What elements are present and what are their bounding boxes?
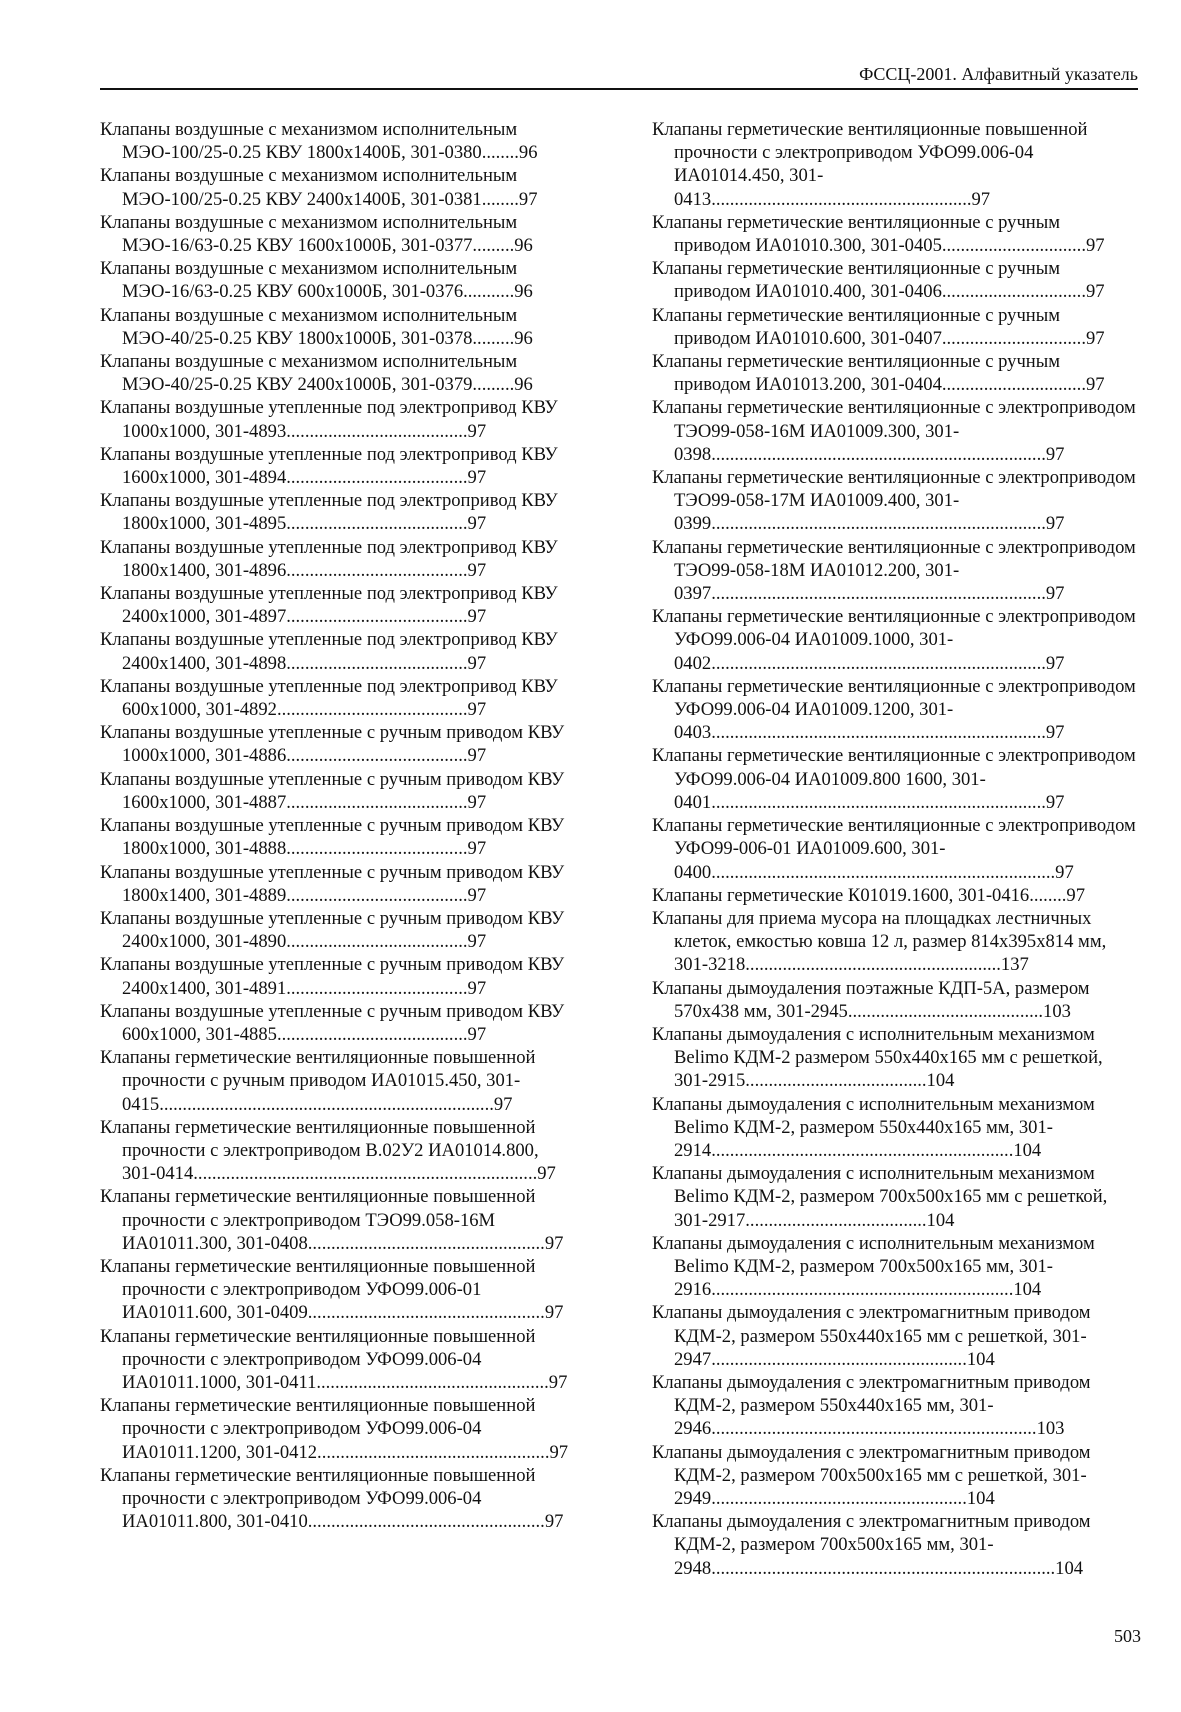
index-column-left xyxy=(100,118,577,1533)
index-entry: Клапаны воздушные с механизмом исполнительным МЭО-40/25-0.25 КВУ 1800х1000Б, 301-0378.........96 xyxy=(100,304,533,349)
index-entry: Клапаны герметические вентиляционные с электроприводом УФО99.006-04 ИА01009.1200, 301-0403........................................................................97 xyxy=(652,675,1136,744)
index-entry: Клапаны герметические вентиляционные повышенной прочности с электроприводом УФО99.006-04 ИА01011.1000, 301-0411..................................................97 xyxy=(100,1325,568,1393)
index-entry: Клапаны воздушные утепленные под электропривод КВУ 1000х1000, 301-4893.......................................97 xyxy=(100,397,558,442)
index-entry: Клапаны воздушные с механизмом исполнительным МЭО-16/63-0.25 КВУ 1600х1000Б, 301-0377.........96 xyxy=(100,211,533,257)
index-entry: Клапаны дымоудаления с исполнительным механизмом Belimo КДМ-2 размером 550х440х165 мм с решеткой, 301-2915.......................................104 xyxy=(652,1023,1103,1092)
page-number: 503 xyxy=(1114,1626,1141,1646)
index-entry: Клапаны воздушные с механизмом исполнительным МЭО-40/25-0.25 КВУ 2400х1000Б, 301-0379.........96 xyxy=(100,351,533,396)
index-entry: Клапаны дымоудаления с исполнительным механизмом Belimo КДМ-2, размером 700х500х165 мм с решеткой, 301-2917.......................................104 xyxy=(652,1163,1108,1231)
index-entry: Клапаны для приема мусора на площадках лестничных клеток, емкостью ковша 12 л, размер 814х395х814 мм, 301-3218.......................................................137 xyxy=(652,907,1107,976)
index-entry: Клапаны герметические вентиляционные повышенной прочности с электроприводом УФО99.006-04 ИА01011.1200, 301-0412..................................................97 xyxy=(100,1395,569,1463)
index-entry: Клапаны герметические вентиляционные повышенной прочности с электроприводом УФО99.006-04 ИА01011.800, 301-0410...................................................97 xyxy=(100,1464,564,1533)
index-entry: Клапаны герметические вентиляционные с ручным приводом ИА01013.200, 301-0404...............................97 xyxy=(652,351,1105,396)
index-entry: Клапаны герметические вентиляционные с электроприводом УФО99.006-04 ИА01009.800 1600, 301-0401........................................................................97 xyxy=(652,745,1136,813)
index-entry: Клапаны воздушные утепленные под электропривод КВУ 1800х1000, 301-4895.......................................97 xyxy=(100,490,558,535)
index-entry: Клапаны воздушные утепленные под электропривод КВУ 2400х1000, 301-4897.......................................97 xyxy=(100,583,558,628)
index-entry: Клапаны герметические вентиляционные с ручным приводом ИА01010.600, 301-0407...............................97 xyxy=(652,304,1105,349)
header-title: ФССЦ-2001. Алфавитный указатель xyxy=(859,64,1138,84)
index-entry: Клапаны герметические вентиляционные повышенной прочности с электроприводом В.02У2 ИА01014.800, 301-0414..........................................................................97 xyxy=(100,1116,556,1185)
index-entry: Клапаны дымоудаления с исполнительным механизмом Belimo КДМ-2, размером 550х440х165 мм, 301-2914.................................................................104 xyxy=(652,1093,1095,1161)
page-header xyxy=(100,60,1138,90)
index-entry: Клапаны герметические вентиляционные с ручным приводом ИА01010.300, 301-0405...............................97 xyxy=(652,211,1105,257)
index-entry: Клапаны воздушные утепленные под электропривод КВУ 2400х1400, 301-4898.......................................97 xyxy=(100,629,558,674)
index-entry: Клапаны воздушные утепленные под электропривод КВУ 1800х1400, 301-4896.......................................97 xyxy=(100,536,558,581)
index-entry: Клапаны воздушные утепленные под электропривод КВУ 1600х1000, 301-4894.......................................97 xyxy=(100,443,558,489)
index-entry: Клапаны герметические вентиляционные повышенной прочности с электроприводом УФО99.006-04 ИА01014.450, 301-0413........................................................97 xyxy=(652,119,1088,210)
index-entry: Клапаны воздушные утепленные под электропривод КВУ 600х1000, 301-4892.........................................97 xyxy=(100,675,558,721)
index-entry: Клапаны герметические вентиляционные с электроприводом ТЭО99-058-18М ИА01012.200, 301-0397........................................................................97 xyxy=(652,536,1136,605)
index-entry: Клапаны герметические вентиляционные повышенной прочности с ручным приводом ИА01015.450, 301-0415........................................................................97 xyxy=(100,1047,536,1115)
index-entry: Клапаны дымоудаления с электромагнитным приводом КДМ-2, размером 700х500х165 мм, 301-2948..........................................................................104 xyxy=(652,1511,1091,1579)
index-entry: Клапаны воздушные с механизмом исполнительным МЭО-16/63-0.25 КВУ 600х1000Б, 301-0376...........96 xyxy=(100,258,533,303)
index-column-right xyxy=(652,118,1139,1580)
index-entry: Клапаны дымоудаления поэтажные КДП-5А, размером 570х438 мм, 301-2945..........................................103 xyxy=(652,977,1090,1022)
index-entry: Клапаны воздушные утепленные с ручным приводом КВУ 600х1000, 301-4885.........................................97 xyxy=(100,1000,565,1045)
index-entry: Клапаны дымоудаления с электромагнитным приводом КДМ-2, размером 550х440х165 мм, 301-2946......................................................................103 xyxy=(652,1371,1091,1440)
index-entry: Клапаны герметические вентиляционные повышенной прочности с электроприводом УФО99.006-01 ИА01011.600, 301-0409...................................................97 xyxy=(100,1255,564,1324)
index-entry: Клапаны воздушные утепленные с ручным приводом КВУ 1000х1000, 301-4886.......................................97 xyxy=(100,722,565,767)
index-entry: Клапаны воздушные утепленные с ручным приводом КВУ 2400х1000, 301-4890.......................................97 xyxy=(100,907,565,953)
index-entry: Клапаны герметические вентиляционные с электроприводом УФО99.006-04 ИА01009.1000, 301-0402........................................................................97 xyxy=(652,606,1136,674)
index-entry: Клапаны воздушные с механизмом исполнительным МЭО-100/25-0.25 КВУ 2400х1400Б, 301-0381........97 xyxy=(100,165,538,210)
index-entry: Клапаны герметические вентиляционные с электроприводом УФО99-006-01 ИА01009.600, 301-0400..........................................................................97 xyxy=(652,815,1136,883)
index-entry: Клапаны воздушные утепленные с ручным приводом КВУ 1800х1400, 301-4889.......................................97 xyxy=(100,861,565,906)
index-entry: Клапаны воздушные с механизмом исполнительным МЭО-100/25-0.25 КВУ 1800х1400Б, 301-0380........96 xyxy=(100,119,538,164)
index-entry: Клапаны дымоудаления с исполнительным механизмом Belimo КДМ-2, размером 700х500х165 мм, 301-2916.................................................................104 xyxy=(652,1232,1095,1301)
index-entry: Клапаны воздушные утепленные с ручным приводом КВУ 1800х1000, 301-4888.......................................97 xyxy=(100,815,565,860)
index-entry: Клапаны дымоудаления с электромагнитным приводом КДМ-2, размером 550х440х165 мм с решеткой, 301-2947.......................................................104 xyxy=(652,1302,1091,1370)
index-entry: Клапаны герметические вентиляционные с ручным приводом ИА01010.400, 301-0406...............................97 xyxy=(652,258,1105,303)
index-entry: Клапаны герметические К01019.1600, 301-0416........97 xyxy=(652,884,1086,906)
index-entry: Клапаны герметические вентиляционные повышенной прочности с электроприводом ТЭО99.058-16М ИА01011.300, 301-0408...................................................97 xyxy=(100,1186,564,1254)
index-entry: Клапаны воздушные утепленные с ручным приводом КВУ 2400х1400, 301-4891.......................................97 xyxy=(100,954,565,999)
index-entry: Клапаны дымоудаления с электромагнитным приводом КДМ-2, размером 700х500х165 мм с решеткой, 301-2949.......................................................104 xyxy=(652,1441,1091,1509)
index-entry: Клапаны герметические вентиляционные с электроприводом ТЭО99-058-16М ИА01009.300, 301-0398........................................................................97 xyxy=(652,397,1136,465)
index-entry: Клапаны воздушные утепленные с ручным приводом КВУ 1600х1000, 301-4887.......................................97 xyxy=(100,768,565,813)
index-entry: Клапаны герметические вентиляционные с электроприводом ТЭО99-058-17М ИА01009.400, 301-0399........................................................................97 xyxy=(652,467,1136,535)
